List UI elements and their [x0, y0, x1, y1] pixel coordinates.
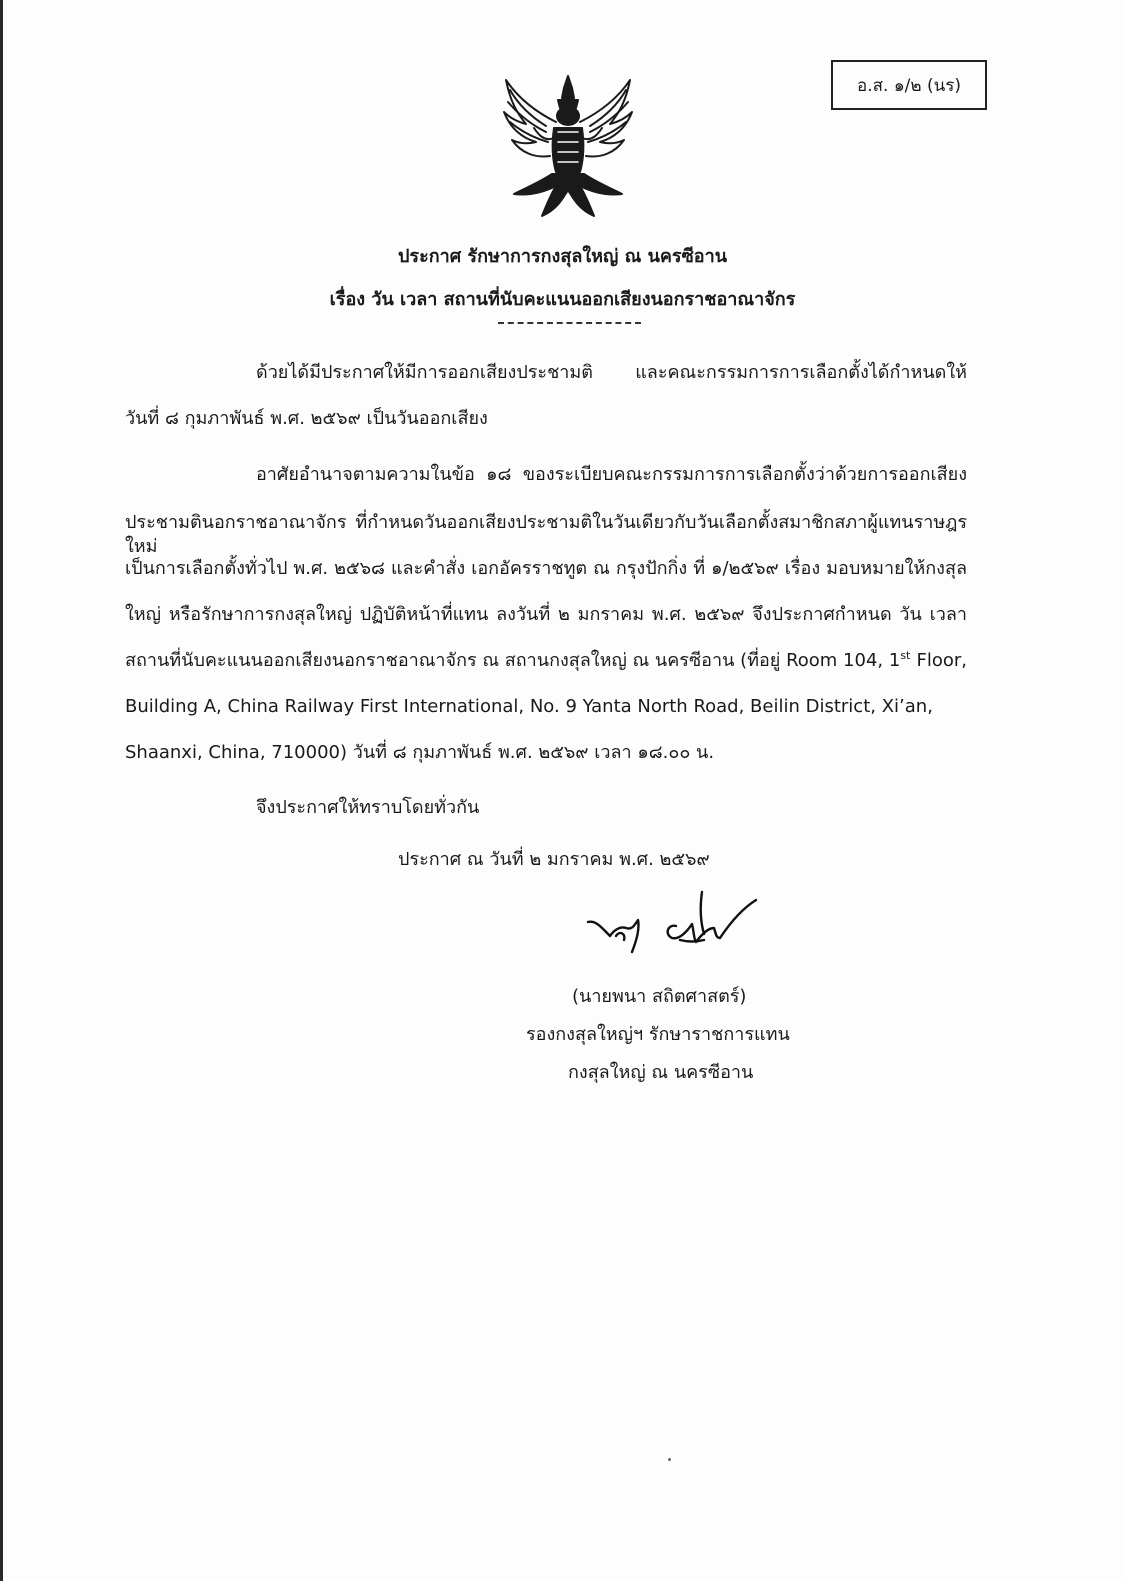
paragraph-2-line-1: อาศัยอำนาจตามความในข้อ ๑๘ ของระเบียบคณะกรรมการการเลือกตั้งว่าด้วยการออกเสียง [256, 464, 967, 485]
heading-subject: เรื่อง วัน เวลา สถานที่นับคะแนนออกเสียงนอกราชอาณาจักร [329, 289, 796, 310]
signatory-name: (นายพนา สถิตศาสตร์) [572, 986, 747, 1007]
announce-date: ประกาศ ณ วันที่ ๒ มกราคม พ.ศ. ๒๕๖๙ [398, 849, 710, 870]
paragraph-3: จึงประกาศให้ทราบโดยทั่วกัน [256, 797, 480, 818]
paragraph-2-line-3: เป็นการเลือกตั้งทั่วไป พ.ศ. ๒๕๖๘ และคำสั่ง เอกอัครราชทูต ณ กรุงปักกิ่ง ที่ ๑/๒๕๖๙ เรื่อง มอบหมายให้กงสุล [125, 558, 967, 579]
scan-edge [0, 0, 3, 1581]
paragraph-2-line-6: Building A, China Railway First International, No. 9 Yanta North Road, Beilin District, Xi’an, [125, 696, 933, 717]
handwritten-signature [580, 880, 780, 972]
address-floor: Floor, [916, 650, 967, 671]
paragraph-2-line-4: ใหญ่ หรือรักษาการกงสุลใหญ่ ปฏิบัติหน้าที่แทน ลงวันที่ ๒ มกราคม พ.ศ. ๒๕๖๙ จึงประกาศกำหนด วัน เวลา [125, 604, 967, 625]
form-code-box [831, 60, 987, 110]
garuda-emblem [496, 72, 640, 222]
heading-title: ประกาศ รักษาการกงสุลใหญ่ ณ นครซีอาน [397, 246, 728, 267]
paragraph-2-line-2: ประชามตินอกราชอาณาจักร ที่กำหนดวันออกเสียงประชามติในวันเดียวกับวันเลือกตั้งสมาชิกสภาผู้แทนราษฎรใหม่ [125, 512, 967, 557]
form-code: อ.ส. ๑/๒ (นร) [857, 75, 961, 96]
paragraph-2-line-7: Shaanxi, China, 710000) วันที่ ๘ กุมภาพันธ์ พ.ศ. ๒๕๖๙ เวลา ๑๘.๐๐ น. [125, 742, 715, 763]
paragraph-1-line-1: ด้วยได้มีประกาศให้มีการออกเสียงประชามติ และคณะกรรมการการเลือกตั้งได้กำหนดให้ [256, 362, 967, 383]
ordinal-suffix: st [900, 649, 911, 662]
heading-divider [498, 322, 641, 324]
paragraph-1-line-2: วันที่ ๘ กุมภาพันธ์ พ.ศ. ๒๕๖๙ เป็นวันออกเสียง [125, 408, 488, 429]
paragraph-2-line-5 [125, 649, 967, 673]
signatory-title-2: กงสุลใหญ่ ณ นครซีอาน [568, 1062, 754, 1083]
scan-speck [668, 1458, 671, 1461]
address-start: สถานที่นับคะแนนออกเสียงนอกราชอาณาจักร ณ สถานกงสุลใหญ่ ณ นครซีอาน (ที่อยู่ Room 104, 1st [125, 649, 911, 671]
signatory-title-1: รองกงสุลใหญ่ฯ รักษาราชการแทน [526, 1024, 790, 1045]
